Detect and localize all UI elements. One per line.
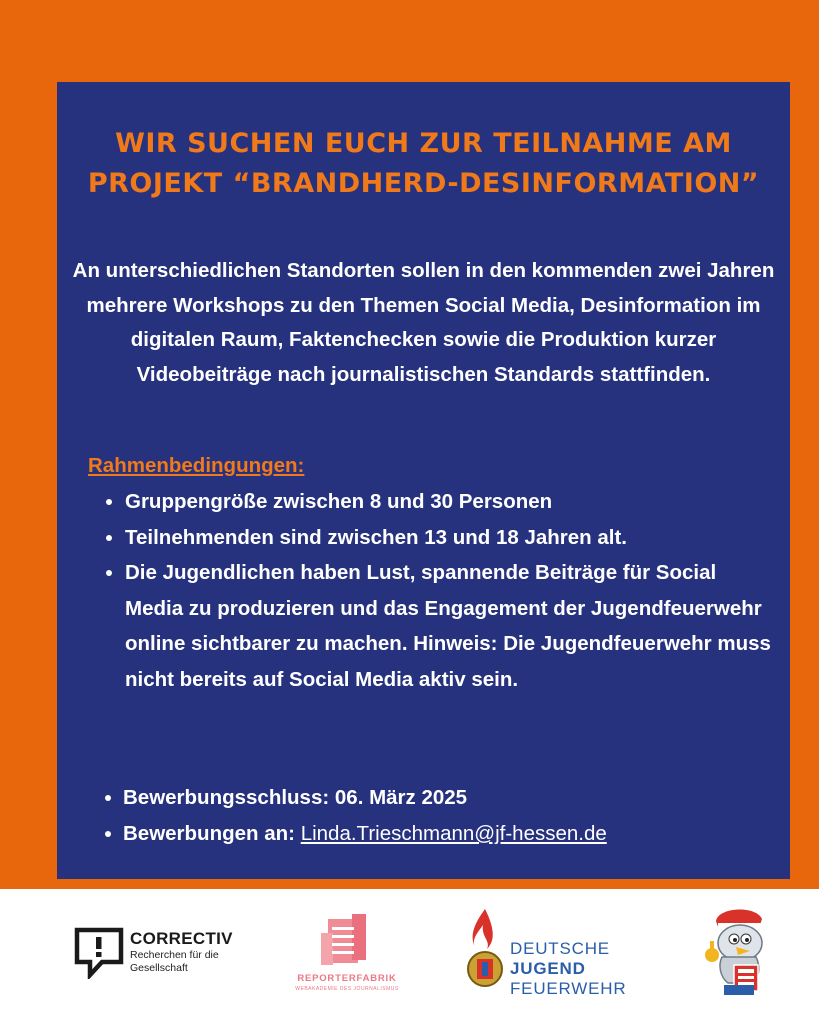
list-item: Gruppengröße zwischen 8 und 30 Personen: [104, 484, 774, 520]
correctiv-speech-icon: [74, 927, 124, 979]
correctiv-name: CORRECTIV: [130, 929, 233, 948]
headline: [57, 124, 790, 204]
correctiv-logo: [74, 927, 234, 987]
intro-text: An unterschiedlichen Standorten sollen in den kommenden zwei Jahren mehrere Workshops zu den Themen Social Media, Desinformation im digitalen Raum, Faktenchecken sowie die Produktion kurzer Videobeiträge nach journalistischen Standards stattfinden.: [72, 259, 775, 386]
jugendfeuerwehr-emblem-icon: [465, 907, 505, 997]
djf-line-3: FEUERWEHR: [510, 979, 627, 998]
correctiv-tagline: Recherchen für die Gesellschaft: [130, 949, 219, 974]
apply-label: Bewerbungen an:: [123, 822, 295, 845]
djf-line-1: DEUTSCHE: [510, 939, 610, 958]
apply-item: [103, 816, 783, 852]
info-panel: [57, 82, 790, 879]
reporterfabrik-newspaper-icon: [288, 911, 406, 971]
email-link[interactable]: Linda.Trieschmann@jf-hessen.de: [300, 822, 607, 845]
deadline-item: Bewerbungsschluss: 06. März 2025: [103, 780, 783, 816]
deutsche-jugendfeuerwehr-logo: [465, 907, 645, 999]
headline-line-2: PROJEKT “BRANDHERD-DESINFORMATION”: [87, 168, 760, 199]
list-item: Die Jugendlichen haben Lust, spannende Beiträge für Social Media zu produzieren und das Engagement der Jugendfeuerwehr online sichtbarer zu machen. Hinweis: Die Jugendfeuerwehr muss nicht bereits auf Social Media aktiv sein.: [104, 555, 774, 697]
list-item: Teilnehmenden sind zwischen 13 und 18 Jahren alt.: [104, 520, 774, 556]
mascot-logo: [698, 899, 778, 999]
conditions-list: [104, 484, 774, 697]
headline-line-1: WIR SUCHEN EUCH ZUR TEILNAHME AM: [115, 128, 732, 159]
reporterfabrik-name: REPORTERFABRIK: [297, 973, 397, 984]
logo-bar: [0, 889, 819, 1024]
djf-line-2: JUGEND: [510, 959, 586, 978]
application-list: [103, 780, 783, 852]
eagle-mascot-icon: [698, 899, 778, 999]
reporterfabrik-tagline: WEBAKADEMIE DES JOURNALISMUS: [295, 986, 399, 992]
conditions-label: Rahmenbedingungen:: [88, 454, 305, 477]
reporterfabrik-logo: [288, 911, 406, 1001]
